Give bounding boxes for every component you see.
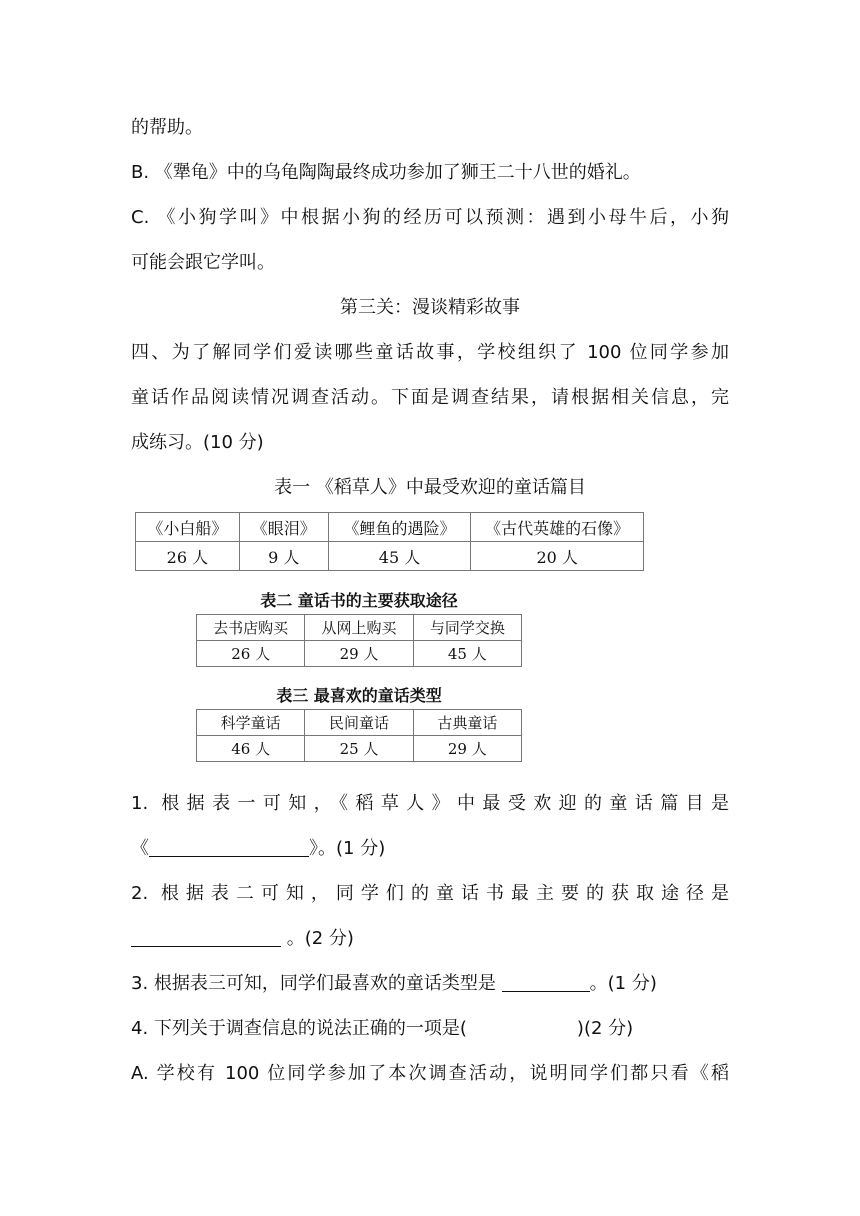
table1-value: 9 人 <box>239 542 328 571</box>
question4-text: 4. 下列关于调查信息的说法正确的一项是( <box>131 1018 467 1039</box>
table1-value: 45 人 <box>328 542 471 571</box>
table2-value: 26 人 <box>197 641 305 667</box>
table1-caption: 表一 《稻草人》中最受欢迎的童话篇目 <box>274 477 586 498</box>
table3-value: 29 人 <box>413 736 521 762</box>
table3-caption: 表三 最喜欢的童话类型 <box>276 686 442 705</box>
table2-header-row <box>197 615 522 641</box>
table3-value: 46 人 <box>197 736 305 762</box>
table1-header: 《鲤鱼的遇险》 <box>328 513 471 542</box>
question1-score: 》。(1 分) <box>309 838 386 859</box>
question4-intro-line1: 四、为了解同学们爱读哪些童话故事，学校组织了 100 位同学参加 <box>131 342 729 363</box>
table3-value-row <box>197 736 522 762</box>
question1-line2 <box>131 837 729 861</box>
question2-answer-blank[interactable] <box>131 928 281 947</box>
text-line: 的帮助。 <box>131 117 203 138</box>
question4-intro-line3: 成练习。(10 分) <box>131 432 264 453</box>
table2-caption: 表二 童话书的主要获取途径 <box>260 591 458 610</box>
question4-line <box>131 1017 729 1041</box>
question3-score: 。(1 分) <box>589 973 657 994</box>
table2-header: 从网上购买 <box>305 615 413 641</box>
table1-header: 《小白船》 <box>136 513 240 542</box>
option-c-line: C. 《小狗学叫》中根据小狗的经历可以预测：遇到小母牛后，小狗 <box>131 207 729 228</box>
table2-value-row <box>197 641 522 667</box>
question3-line <box>131 972 729 996</box>
table3 <box>196 709 522 762</box>
table2-header: 与同学交换 <box>413 615 521 641</box>
question3-text: 3. 根据表三可知，同学们最喜欢的童话类型是 <box>131 973 496 994</box>
question1-open-quote: 《 <box>131 838 149 859</box>
table1-value: 20 人 <box>471 542 644 571</box>
question2-line1: 2. 根据表二可知，同学们的童话书最主要的获取途径是 <box>131 883 729 904</box>
option-c-continued: 可能会跟它学叫。 <box>131 252 275 273</box>
option-b-line: B. 《犟龟》中的乌龟陶陶最终成功参加了狮王二十八世的婚礼。 <box>131 162 641 183</box>
question4-score: )(2 分) <box>576 1018 634 1039</box>
table2-value: 45 人 <box>413 641 521 667</box>
table1-value-row <box>136 542 644 571</box>
table1-value: 26 人 <box>136 542 240 571</box>
table2 <box>196 614 522 667</box>
table3-header: 科学童话 <box>197 710 305 736</box>
table3-header: 古典童话 <box>413 710 521 736</box>
question1-answer-blank[interactable] <box>149 838 309 857</box>
question2-score: 。(2 分) <box>286 928 354 949</box>
question2-line2 <box>131 927 729 951</box>
table1-header: 《眼泪》 <box>239 513 328 542</box>
question4-intro-line2: 童话作品阅读情况调查活动。下面是调查结果，请根据相关信息，完 <box>131 387 729 408</box>
table1-header-row <box>136 513 644 542</box>
question1-line1: 1. 根据表一可知，《稻草人》中最受欢迎的童话篇目是 <box>131 793 729 814</box>
table2-header: 去书店购买 <box>197 615 305 641</box>
table3-header: 民间童话 <box>305 710 413 736</box>
table1-header: 《古代英雄的石像》 <box>471 513 644 542</box>
section-title: 第三关：漫谈精彩故事 <box>340 297 520 318</box>
table2-value: 29 人 <box>305 641 413 667</box>
table3-header-row <box>197 710 522 736</box>
table3-value: 25 人 <box>305 736 413 762</box>
question3-answer-blank[interactable] <box>502 973 590 992</box>
table1 <box>135 512 644 571</box>
option-a-line: A. 学校有 100 位同学参加了本次调查活动，说明同学们都只看《稻 <box>131 1063 729 1084</box>
